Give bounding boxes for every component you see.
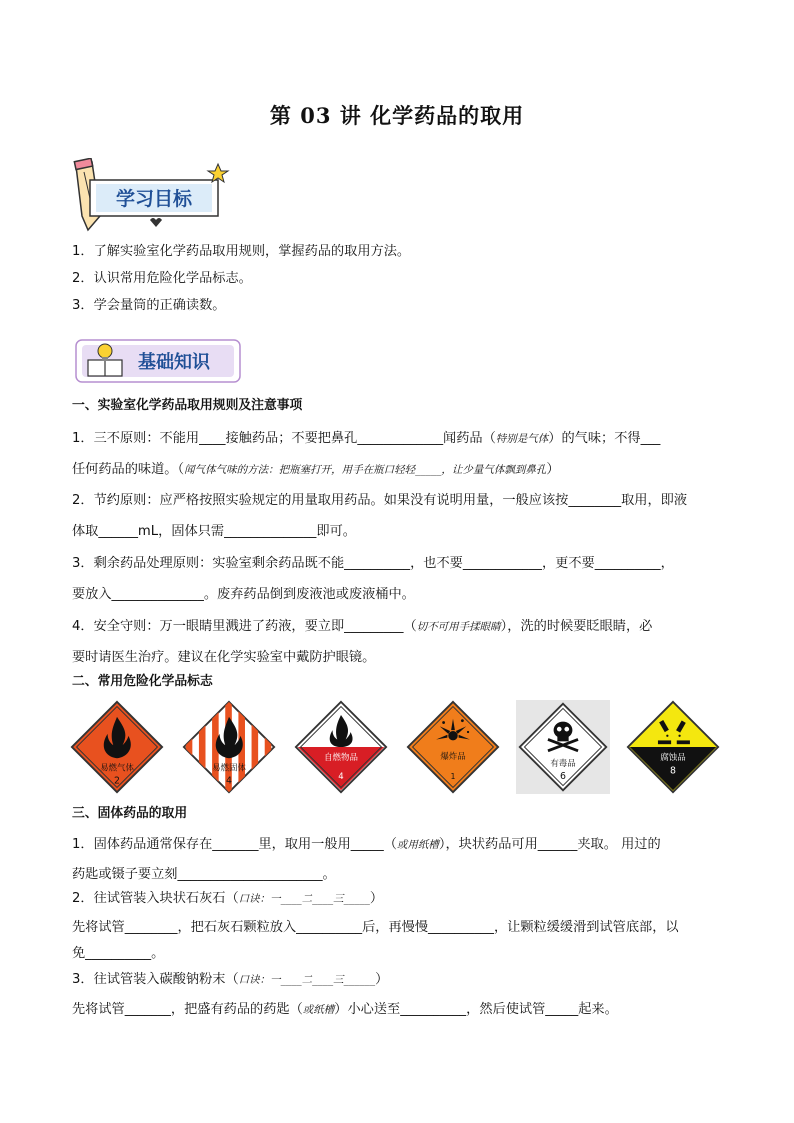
rule-1-line-b: 任何药品的味道。（闻气体气味的方法：把瓶塞打开，用手在瓶口轻轻_____，让少量气体飘到鼻孔）	[72, 462, 560, 477]
hazard-label: 易燃气体	[100, 762, 134, 773]
hazard-signs	[70, 700, 720, 800]
hazard-number: 8	[670, 765, 676, 777]
objective-3: 3．学会量筒的正确读数。	[72, 298, 226, 313]
hazard-label: 有毒品	[550, 757, 576, 768]
hazard-sign-explosive	[406, 700, 500, 794]
solid-2-line-a: 先将试管________，把石灰石颗粒放入__________后，再慢慢__________，让颗粒缓缓滑到试管底部，以	[72, 920, 679, 935]
objectives-badge	[70, 158, 240, 238]
hazard-label: 易燃固体	[212, 762, 246, 773]
page-title: 第 03 讲 化学药品的取用	[269, 103, 525, 128]
hazard-sign-flammable-gas	[70, 700, 164, 794]
heart-icon	[150, 218, 162, 227]
hazard-number: 1	[450, 771, 456, 781]
hazard-label: 腐蚀品	[660, 752, 686, 763]
hazard-number: 6	[560, 770, 566, 782]
rule-4-line-a: 4．安全守则：万一眼睛里溅进了药液，要立即_________（切不可用手揉眼睛），洗的时候要眨眼睛，必	[72, 619, 653, 634]
hazard-number: 2	[114, 775, 120, 787]
solid-2-heading: 2．往试管装入块状石灰石（口诀：一____二____三_____）	[72, 891, 384, 906]
basics-badge-label: 基础知识	[138, 352, 210, 373]
solid-1-line-a: 1．固体药品通常保存在_______里，取用一般用_____（或用纸槽），块状药品可用______夹取。 用过的	[72, 837, 661, 852]
hazard-sign-spontaneous-combustion	[294, 700, 388, 794]
section-3-heading: 三、固体药品的取用	[72, 806, 188, 821]
hazard-label: 自燃物品	[324, 752, 358, 763]
hazard-label: 爆炸品	[440, 751, 466, 762]
hazard-sign-corrosive	[626, 700, 720, 794]
rule-3-line-a: 3．剩余药品处理原则：实验室剩余药品既不能__________，也不要____________，更不要__________，	[72, 556, 674, 571]
basics-badge	[74, 336, 244, 388]
rule-2-line-b: 体取______mL，固体只需______________即可。	[72, 524, 356, 539]
rule-1-line-a: 1．三不原则：不能用____接触药品；不要把鼻孔_____________闻药品（特别是气体）的气味；不得___	[72, 431, 661, 446]
objective-1: 1．了解实验室化学药品取用规则，掌握药品的取用方法。	[72, 244, 411, 259]
rule-3-line-b: 要放入______________。废弃药品倒到废液池或废液桶中。	[72, 587, 415, 602]
solid-2-line-b: 免__________。	[72, 946, 165, 961]
hazard-number: 4	[338, 770, 344, 781]
rule-2-line-a: 2．节约原则：应严格按照实验规定的用量取用药品。如果没有说明用量，一般应该按________取用，即液	[72, 493, 688, 508]
objectives-badge-label: 学习目标	[115, 188, 193, 210]
section-1-heading: 一、实验室化学药品取用规则及注意事项	[72, 398, 303, 413]
objective-2: 2．认识常用危险化学品标志。	[72, 271, 252, 286]
hazard-sign-flammable-solid	[182, 700, 276, 794]
hazard-sign-toxic	[516, 700, 610, 794]
solid-1-line-b: 药匙或镊子要立刻______________________。	[72, 867, 336, 882]
solid-3-line-a: 先将试管_______，把盛有药品的药匙（或纸槽）小心送至__________，然后使试管_____起来。	[72, 1002, 618, 1017]
section-2-heading: 二、常用危险化学品标志	[72, 674, 213, 689]
rule-4-line-b: 要时请医生治疗。建议在化学实验室中戴防护眼镜。	[72, 650, 376, 665]
book-icon	[88, 360, 122, 376]
solid-3-heading: 3．往试管装入碳酸钠粉末（口诀：一____二____三______）	[72, 972, 389, 987]
hazard-number: 4	[226, 775, 232, 787]
